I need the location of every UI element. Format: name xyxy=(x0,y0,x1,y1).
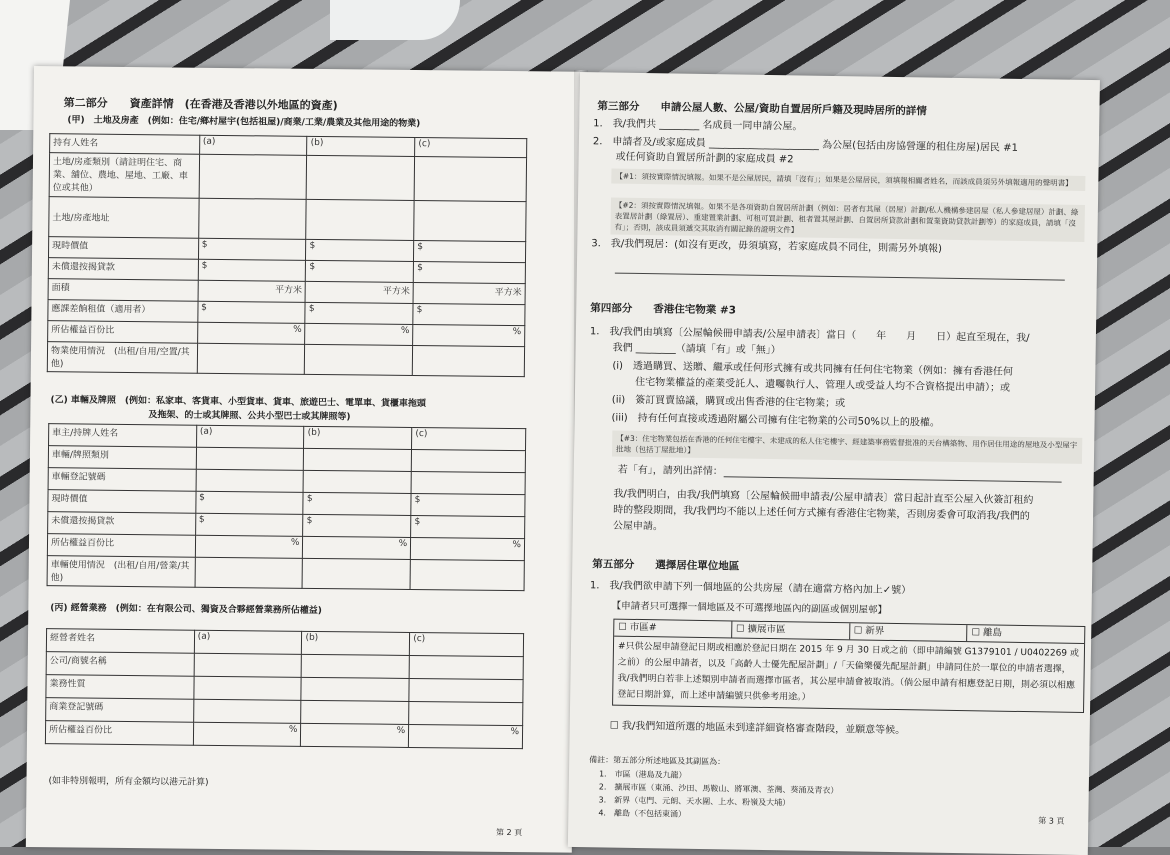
row-label: 土地/房產地址 xyxy=(49,197,199,239)
input-cell[interactable]: $ xyxy=(198,259,306,281)
vehicle-table xyxy=(47,423,527,591)
input-cell[interactable]: % xyxy=(195,535,303,558)
section-2-title: 第二部分 資產詳情 (在香港及香港以外地區的資產) xyxy=(63,96,338,113)
s4-option-iii: (iii) 持有任何直接或透過附屬公司擁有住宅物業的公司50%以上的股權。 xyxy=(611,412,940,429)
input-cell[interactable] xyxy=(305,344,413,375)
section-4-title: 第四部分 香港住宅物業 #3 xyxy=(590,302,737,317)
input-cell[interactable]: % xyxy=(193,722,301,746)
input-cell[interactable] xyxy=(196,447,304,470)
s5-remark-2: 2. 擴展市區（東涌、沙田、馬鞍山、將軍澳、荃灣、葵涌及青衣） xyxy=(598,782,839,796)
input-cell[interactable]: % xyxy=(409,724,523,748)
row-label: 車輛/牌照類別 xyxy=(48,446,196,470)
input-cell[interactable] xyxy=(197,343,305,374)
s4-para-line2: 時的整段期間，我/我們均不能以上述任何方式擁有香港住宅物業，否則房委會可取消我/我們的 xyxy=(613,504,1030,523)
input-cell[interactable] xyxy=(199,154,307,199)
input-cell[interactable]: $ xyxy=(195,513,303,536)
input-cell[interactable]: % xyxy=(411,537,525,560)
s4-option-i: (i) 透過購買、送贈、繼承或任何形式擁有或共同擁有任何住宅物業（例如：擁有香港任何 xyxy=(612,360,1014,378)
input-cell[interactable] xyxy=(195,557,303,588)
s5-remark-1: 1. 市區（港島及九龍） xyxy=(598,769,687,780)
row-label: 物業使用情況 (出租/自用/空置/其他) xyxy=(47,342,197,374)
input-cell[interactable] xyxy=(193,699,301,723)
input-cell[interactable]: 平方米 xyxy=(413,282,525,304)
table-row xyxy=(49,197,526,242)
currency-footnote: (如非特別報明，所有金額均以港元計算) xyxy=(48,776,209,788)
s5-remark-3: 3. 新界（屯門、元朗、天水圍、上水、粉嶺及大埔） xyxy=(598,795,791,808)
s4-if-yes: 若「有」，請列出詳情： xyxy=(617,464,723,478)
s4-note: 【#3：住宅物業包括在香港的任何住宅樓宇、未建成的私人住宅樓宇、經建築事務監督批准的天台構築物、用作居住用途的屋地及小型屋宇批地（包括丁屋批地）】 xyxy=(612,431,1082,464)
row-label: 現時價值 xyxy=(48,237,198,260)
row-label: 商業登記號碼 xyxy=(46,698,194,723)
table-row xyxy=(47,342,524,377)
s4-option-i-cont: 住宅物業權益的產業受託人、遺囑執行人、管理人或受益人均不合資格提出申請）；或 xyxy=(635,376,1011,394)
s3-item-1: 1. 我/我們共 ________ 名成員一同申請公屋。 xyxy=(593,118,803,133)
input-cell[interactable]: % xyxy=(301,723,409,747)
s3-note-2: 【#2：須按實際情況填報。如果不是各項資助自置居所計劃（例如：居者有其屋（居屋）計劃/私人機構參建居屋（私人參建居屋）計劃、綠表置居計劃（綠置居）、重建置業計劃、可租可買計劃、租者置其屋計劃、自置居所貸款計劃和置業資助貸款計劃等）的家庭成員，請填「沒有」；否則，該成員須遞交其取消有關記錄的證明文件】 xyxy=(610,198,1085,242)
s3-item-2-cont: 或任何資助自置居所計劃的家庭成員 #2 xyxy=(615,151,794,166)
district-choice-box xyxy=(612,619,1085,713)
header-cell: (b) xyxy=(304,426,412,449)
input-cell[interactable] xyxy=(409,655,523,679)
header-cell: (b) xyxy=(307,136,415,156)
header-cell: (c) xyxy=(412,427,526,450)
section-5-title: 第五部分 選擇居住單位地區 xyxy=(592,558,740,573)
input-cell[interactable] xyxy=(302,654,410,678)
input-cell[interactable] xyxy=(410,559,524,590)
row-label: 車輛登記號碼 xyxy=(48,468,196,492)
s5-acknowledge-checkbox[interactable]: ☐ 我/我們知道所選的地區未到達詳細資格審查階段，並願意等候。 xyxy=(609,720,906,737)
header-cell: 經營者姓名 xyxy=(46,629,194,654)
table-row xyxy=(49,153,526,202)
input-cell[interactable]: % xyxy=(303,536,411,559)
input-cell[interactable]: $ xyxy=(413,261,525,283)
header-cell: 持有人姓名 xyxy=(50,134,200,155)
option-islands-checkbox[interactable]: ☐ 離島 xyxy=(971,627,1003,639)
input-cell[interactable] xyxy=(409,701,523,725)
input-cell[interactable] xyxy=(301,700,409,724)
section-2b-title-line2: 及拖架、的士或其牌照、公共小型巴士或其牌照等) xyxy=(148,410,351,423)
row-label: 土地/房產類別（請註明住宅、商業、舖位、農地、屋地、工廠、車位或其他） xyxy=(49,153,199,199)
s5-remark-4: 4. 離島（不包括東涌） xyxy=(598,808,687,819)
input-cell[interactable]: 平方米 xyxy=(305,281,413,303)
input-cell[interactable]: $ xyxy=(411,515,525,538)
input-cell[interactable]: $ xyxy=(305,302,413,324)
s3-item-3: 3. 我/我們現居：(如沒有更改，毋須填寫，若家庭成員不同住，則需另外填報) xyxy=(591,238,943,255)
input-cell[interactable]: % xyxy=(413,324,525,346)
input-cell[interactable] xyxy=(306,199,414,240)
s4-para-line3: 公屋申請。 xyxy=(612,520,663,533)
s3-note-1: 【#1：須按實際情況填報。如果不是公屋居民，請填「沒有」；如果是公屋居民，須填報相關者姓名，而該成員須另外填報適用的聲明書】 xyxy=(611,169,1085,191)
input-cell[interactable] xyxy=(412,345,524,376)
input-cell[interactable]: $ xyxy=(413,303,525,325)
input-cell[interactable] xyxy=(301,677,409,701)
background-paper-top xyxy=(330,0,460,40)
input-cell[interactable]: % xyxy=(305,323,413,345)
input-cell[interactable]: $ xyxy=(411,493,525,516)
s4-item-1: 1. 我/我們由填寫〔公屋輪候冊申請表/公屋申請表〕當日（ 年 月 日）起直至現在，我/ xyxy=(589,326,1030,345)
s4-para-line1: 我/我們明白，由我/我們填寫〔公屋輪候冊申請表/公屋申請表〕當日起計直至公屋入伙簽訂租約 xyxy=(613,488,1034,507)
page-number: 第 3 頁 xyxy=(1038,816,1065,826)
header-cell: (b) xyxy=(302,631,410,655)
row-label: 所佔權益百份比 xyxy=(48,321,198,344)
option-new-territories-checkbox[interactable]: ☐ 新界 xyxy=(850,623,968,641)
table-row xyxy=(45,721,522,749)
option-urban-checkbox[interactable]: ☐ 市區# xyxy=(614,620,732,638)
input-cell[interactable] xyxy=(302,558,410,589)
input-cell[interactable] xyxy=(414,200,526,241)
business-table xyxy=(45,628,524,749)
page-number: 第 2 頁 xyxy=(495,827,523,838)
row-label: 應課差餉租值（適用者） xyxy=(48,300,198,323)
row-label: 所佔權益百份比 xyxy=(47,534,195,558)
input-cell[interactable] xyxy=(304,448,412,471)
input-cell[interactable]: $ xyxy=(306,239,414,261)
s5-remark-title: 備註：第五部分所述地區及其副區為： xyxy=(589,755,726,767)
input-cell[interactable] xyxy=(304,470,412,493)
row-label: 業務性質 xyxy=(46,675,194,700)
input-cell[interactable]: $ xyxy=(196,491,304,514)
header-cell: 車主/持牌人姓名 xyxy=(49,424,197,448)
s3-item-2: 2. 申請者及/或家庭成員 ______________________ 為公屋(包括由房協營運的租住房屋)居民 #1 xyxy=(592,136,1018,154)
input-cell[interactable] xyxy=(307,155,415,200)
input-cell[interactable] xyxy=(411,471,525,494)
s4-option-ii: (ii) 簽訂買賣協議，購買或出售香港的住宅物業；或 xyxy=(611,394,846,410)
header-cell: (a) xyxy=(194,630,302,654)
section-2b-title-line1: (乙) 車輛及牌照 (例如：私家車、客貨車、小型貨車、貨車、旅遊巴士、電單車、貨櫃車拖頭 xyxy=(50,395,427,410)
section-3-title: 第三部分 申請公屋人數、公屋/資助自置居所戶籍及現時居所的詳情 xyxy=(597,100,927,118)
input-cell[interactable] xyxy=(198,198,306,239)
section-2a-title: (甲) 土地及房產 (例如：住宅/鄉村屋宇(包括祖屋)/商業/工業/農業及其他用途的物業) xyxy=(67,115,421,130)
district-choice-note: #只供公屋申請登記日期或相應於登記日期在 2015 年 9 月 30 日或之前（即申請編號 G1379101 / U0402269 或之前）的公屋申請者，以及「高齡人士優先配屋計劃」/「天倫樂優先配屋計劃」申請同住於一單位的申請者選擇，我/我們明白若非上述類別申請者而選擇市區者，其公屋申請會被取消。（倘公屋申請有相應登記日期，則必須以相應登記日期計算，而上述申請編號只供參考用途。） xyxy=(617,641,1079,703)
input-cell[interactable]: $ xyxy=(197,301,305,323)
input-cell[interactable]: $ xyxy=(414,240,526,262)
option-extended-urban-checkbox[interactable]: ☐ 擴展市區 xyxy=(732,621,850,639)
section-2c-title: (丙) 經營業務 (例如：在有限公司、獨資及合夥經營業務所佔權益) xyxy=(50,603,322,617)
s4-item-1-cont: 我們 ________（請填「有」或「無」） xyxy=(612,342,781,357)
row-label: 未償還按揭貸款 xyxy=(48,512,196,536)
header-cell: (a) xyxy=(199,135,307,155)
row-label: 面積 xyxy=(48,279,198,302)
header-cell: (c) xyxy=(410,632,524,656)
s5-item-1: 1. 我/我們欲申請下列一個地區的公共房屋（請在適當方格內加上✓號） xyxy=(589,580,912,597)
row-label: 現時價值 xyxy=(48,490,196,514)
input-cell[interactable]: $ xyxy=(306,260,414,282)
input-cell[interactable] xyxy=(411,449,525,472)
row-label: 未償還按揭貸款 xyxy=(48,258,198,281)
s5-box-title: 【申請者只可選擇一個地區及不可選擇地區內的副區或個別屋邨】 xyxy=(611,600,888,616)
header-cell: (c) xyxy=(415,137,527,157)
input-cell[interactable]: % xyxy=(197,322,305,344)
input-cell[interactable] xyxy=(409,678,523,702)
left-page xyxy=(26,66,580,853)
header-cell: (a) xyxy=(196,425,304,448)
input-cell[interactable]: 平方米 xyxy=(198,280,306,302)
input-cell[interactable] xyxy=(196,469,304,492)
right-page xyxy=(568,72,1100,855)
table-row xyxy=(47,556,524,591)
land-property-table xyxy=(47,133,527,377)
input-cell[interactable]: $ xyxy=(303,514,411,537)
row-label: 所佔權益百份比 xyxy=(45,721,193,746)
input-cell[interactable] xyxy=(194,676,302,700)
input-cell[interactable]: $ xyxy=(303,492,411,515)
input-cell[interactable] xyxy=(414,156,526,201)
residence-input-line[interactable] xyxy=(615,273,1065,281)
row-label: 車輛使用情況 (出租/自用/營業/其他) xyxy=(47,556,195,588)
input-cell[interactable]: $ xyxy=(198,238,306,260)
row-label: 公司/商號名稱 xyxy=(46,652,194,677)
input-cell[interactable] xyxy=(194,653,302,677)
details-input-line[interactable] xyxy=(724,476,1062,482)
